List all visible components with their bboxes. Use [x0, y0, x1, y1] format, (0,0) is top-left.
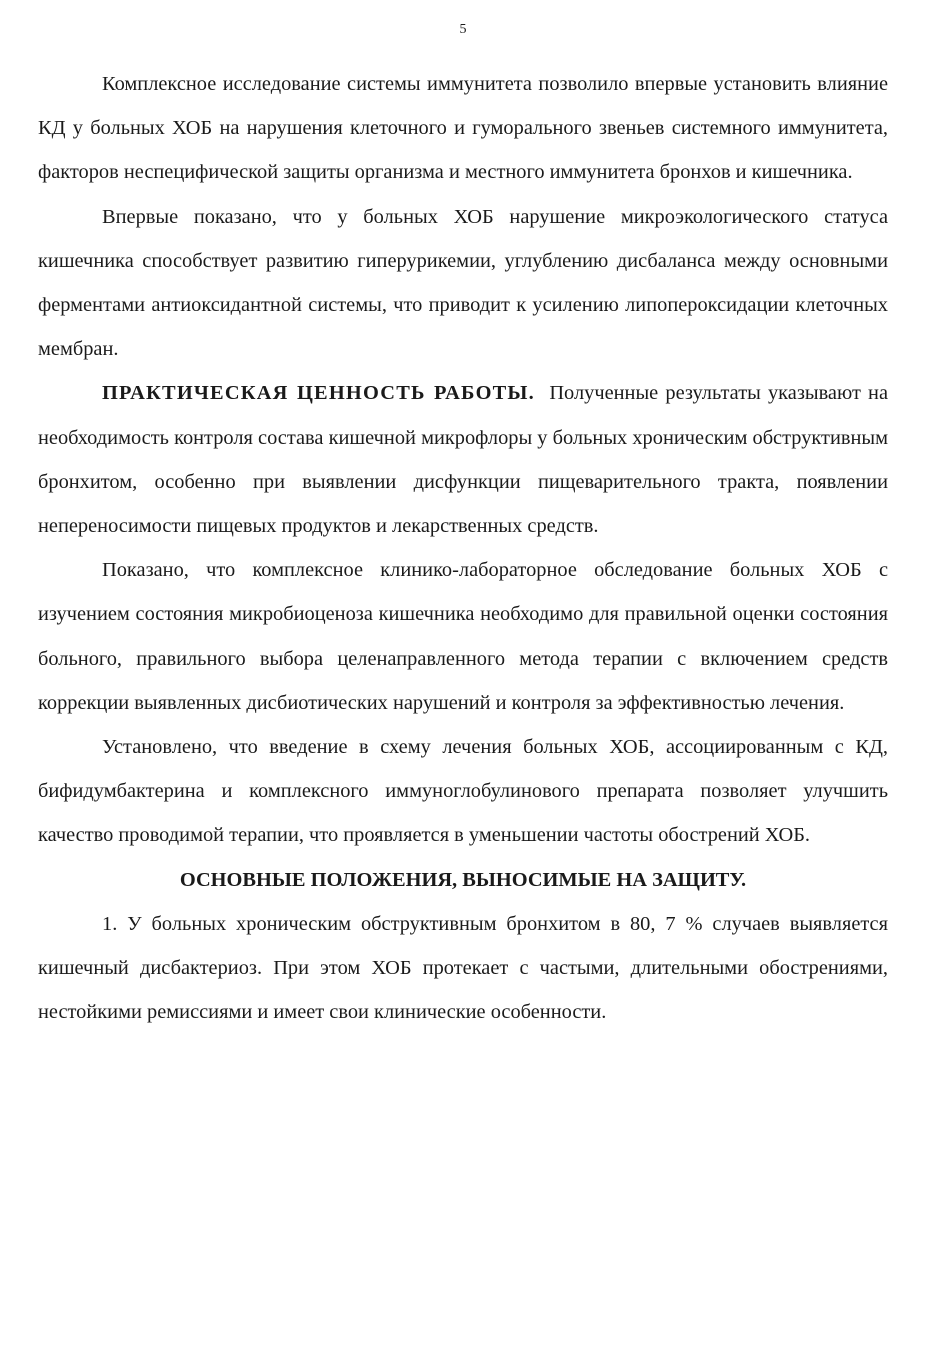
paragraph-immune-study: Комплексное исследование системы иммунитета позволило впервые установить влияние КД у больных ХОБ на нарушения клеточного и гуморального звеньев системного иммунитета, факторов неспецифической защиты организма и местного иммунитета бронхов и кишечника. [38, 73, 888, 184]
page-number: 5 [459, 22, 467, 37]
paragraph-practical-value [38, 371, 888, 548]
practical-value-heading: ПРАКТИЧЕСКАЯ ЦЕННОСТЬ РАБОТЫ. [102, 382, 535, 405]
document-body [38, 62, 888, 1034]
paragraph-microecology: Впервые показано, что у больных ХОБ нарушение микроэкологического статуса кишечника способствует развитию гиперурикемии, углублению дисбаланса между основными ферментами антиоксидантной системы, что приводит к усилению липопероксидации клеточных мембран. [38, 205, 888, 361]
paragraph-treatment: Установлено, что введение в схему лечения больных ХОБ, ассоциированным с КД, бифидумбактерина и комплексного иммуноглобулинового препарата позволяет улучшить качество проводимой терапии, что проявляется в уменьшении частоты обострений ХОБ. [38, 736, 888, 847]
section-heading: ОСНОВНЫЕ ПОЛОЖЕНИЯ, ВЫНОСИМЫЕ НА ЗАЩИТУ. [179, 868, 747, 891]
paragraph-examination: Показано, что комплексное клинико-лабораторное обследование больных ХОБ с изучением состояния микробиоценоза кишечника необходимо для правильной оценки состояния больного, правильного выбора целенаправленного метода терапии с включением средств коррекции выявленных дисбиотических нарушений и контроля за эффективностью лечения. [38, 559, 888, 714]
practical-value-text: Полученные результаты указывают на необходимость контроля состава кишечной микрофлоры у больных хроническим обструктивным бронхитом, особенно при выявлении дисфункции пищеварительного тракта, появлении непереносимости пищевых продуктов и лекарственных средств. [38, 382, 888, 538]
list-item-1: 1. У больных хроническим обструктивным бронхитом в 80, 7 % случаев выявляется кишечный дисбактериоз. При этом ХОБ протекает с частыми, длительными обострениями, нестойкими ремиссиями и имеет свои клинические особенности. [38, 912, 888, 1024]
